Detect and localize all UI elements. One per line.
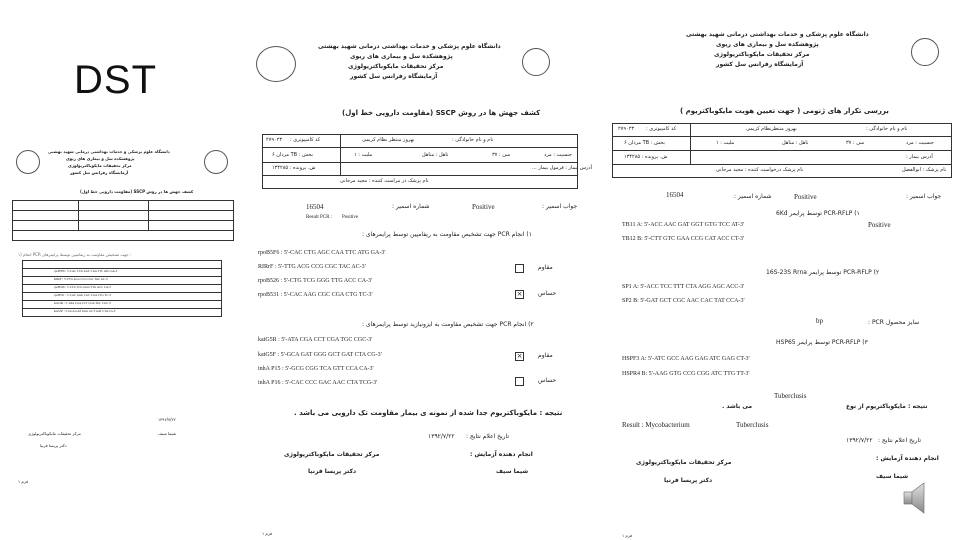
mid-check-resistant-1: مقاوم bbox=[538, 264, 553, 271]
mid-case: ش. پرونده : ۱۳۴۲۸۵ bbox=[272, 165, 316, 171]
mid-section-2: ۲) انجام PCR جهت تشخیص مقاومت به ایزونیازید توسط پرایمرهای : bbox=[362, 321, 534, 328]
slide-title: DST bbox=[74, 58, 157, 102]
right-answer-label: جواب اسمیر : bbox=[906, 193, 942, 200]
mid-primer-2-3: inhA P15 : 5'-GCG CGG TCA GTT CCA CA-3' bbox=[258, 366, 374, 372]
document-mid bbox=[242, 32, 593, 537]
right-header-3: مرکز تحقیقات مایکوباکتریولوژی bbox=[714, 51, 810, 58]
document-right bbox=[606, 8, 958, 538]
small-primer-3: rpoB526 : 5'-CTG TCG GGG TTG ACC CA-3' bbox=[54, 285, 112, 289]
mid-name-value: بهروز منتظر نظام کریمی bbox=[362, 137, 415, 143]
sensitive-checkbox-1[interactable]: × bbox=[516, 290, 523, 298]
small-footer-num: فرم ۱ bbox=[18, 479, 29, 484]
small-footer-sig: دکتر پریسا فرنیا bbox=[40, 443, 67, 448]
right-marital: تاهل : متاهل bbox=[782, 140, 809, 146]
right-header-4: آزمایشگاه رفرانس سل کشور bbox=[716, 61, 804, 68]
mid-primer-2-2: katG5F : 5'-GCA GAT GGG GCT GAT CTA CG-3' bbox=[258, 352, 382, 358]
small-header-1: دانشگاه علوم پزشکی و خدمات بهداشتی درمانی شهید بهشتی bbox=[48, 149, 170, 154]
right-performer-label: انجام دهنده آزمایش : bbox=[876, 455, 939, 462]
right-smear-value: 16504 bbox=[666, 191, 684, 199]
mid-primer-1-3: rpoB526 : 5'-CTG TCG GGG TTG ACC CA-3' bbox=[258, 278, 373, 284]
speaker-icon[interactable] bbox=[902, 478, 932, 518]
small-date: ۱۳۹۲/۷/۲۲ bbox=[158, 417, 176, 422]
mid-check-sensitive-2: حساس bbox=[538, 377, 557, 384]
mid-nation: ملیت : ۱ bbox=[354, 152, 373, 158]
mid-header-1: دانشگاه علوم پزشکی و خدمات بهداشتی درمانی شهید بهشتی bbox=[318, 43, 501, 50]
right-conclusion: نتیجه : مایکوباکتریوم از نوع bbox=[846, 403, 928, 410]
mid-code-value: ۲۷۹۰۲۳ bbox=[266, 137, 283, 143]
small-subtitle: کشف جهش ها در روش SSCP (مقاومت دارویی خط اول) bbox=[80, 189, 194, 194]
mid-header-4: آزمایشگاه رفرانس سل کشور bbox=[350, 73, 438, 80]
right-nation: ملیت : ۱ bbox=[716, 140, 735, 146]
right-performer-name: شیما سیف bbox=[876, 473, 909, 480]
small-header-2: پژوهشکده سل و بیماری های ریوی bbox=[66, 156, 135, 161]
mid-date-label: تاریخ اعلام نتایج : bbox=[466, 433, 510, 440]
mid-address: آدرس بیمار : فرمول بیمار ... bbox=[532, 165, 593, 171]
mid-date-value: ۱۳۹۲/۷/۲۲ bbox=[428, 433, 455, 440]
mid-signatory: دکتر پریسا فرنیا bbox=[308, 468, 357, 475]
right-doctor-note: نام پزشک درخواست کننده : مجید مرجانی bbox=[716, 167, 804, 173]
small-header-4: آزمایشگاه رفرانس سل کشور bbox=[70, 170, 129, 175]
right-date-label: تاریخ اعلام نتایج : bbox=[878, 437, 922, 444]
mid-header-3: مرکز تحقیقات مایکوباکتریولوژی bbox=[348, 63, 444, 70]
right-sex: جنسیت : مرد bbox=[906, 140, 935, 146]
right-address: آدرس بیمار : bbox=[906, 154, 933, 160]
mid-primer-1-2: RIRrF : 5'-TTG ACG CCG CGC TAC AC-3' bbox=[258, 264, 366, 270]
mid-smear-value: 16504 bbox=[306, 203, 324, 211]
mid-code-label: کد کامپیوتری : bbox=[290, 137, 321, 143]
mid-performer-label: انجام دهنده آزمایش : bbox=[470, 451, 533, 458]
small-primer-4: rpoB531 : 5'-CAC AAG CGC CGA CTG TC-3' bbox=[54, 293, 112, 297]
right-date-value: ۱۳۹۲/۷/۲۲ bbox=[846, 437, 873, 444]
right-pcr1-result: Positive bbox=[868, 221, 891, 229]
right-answer-value: Positive bbox=[794, 193, 817, 201]
right-name-value: بهروز منتظرنظام کریمی bbox=[746, 126, 797, 132]
mid-name-label: نام و نام خانوادگی : bbox=[452, 137, 494, 143]
mid-check-resistant-2: مقاوم bbox=[538, 352, 553, 359]
right-size-label: سایز محصول PCR : bbox=[868, 319, 920, 326]
right-pcr1-primer-1: TB11 A: 5'-ACC AAC GAT GGT GTG TCC AT-3' bbox=[622, 222, 745, 228]
mid-conclusion: نتیجه : مایکوباکتریوم جدا شده از نمونه ی بیمار مقاومت تک دارویی می باشد . bbox=[294, 409, 563, 417]
mid-answer-label: جواب اسمیر : bbox=[542, 203, 578, 210]
emblem-left bbox=[16, 150, 40, 174]
mid-check-sensitive-1: حساس bbox=[538, 290, 557, 297]
emblem-right bbox=[911, 38, 939, 66]
small-primer-1: rpoB5F6 : 5'-CAC CTG AGC CAA TTC ATG GA-3' bbox=[54, 269, 118, 273]
right-center: مرکز تحقیقات مایکوباکتریولوژی bbox=[636, 459, 732, 466]
right-pcr2-primer-2: SP2 B: 5'-GAT GCT CGC AAC CAC TAT CCA-3' bbox=[622, 298, 745, 304]
resistant-checkbox-2[interactable]: × bbox=[516, 352, 523, 360]
resistant-checkbox-1[interactable] bbox=[515, 264, 524, 273]
right-code-label: کد کامپیوتری : bbox=[646, 126, 677, 132]
mid-smear-label: شماره اسمیر : bbox=[392, 203, 430, 210]
right-result-value: Tuberclusis bbox=[736, 421, 769, 429]
small-footer-center: مرکز تحقیقات مایکوباکتریولوژی bbox=[28, 431, 81, 436]
mid-primer-1-4: rpoB531 : 5'-CAC AAG CGC CGA CTG TC-3' bbox=[258, 292, 373, 298]
small-header-3: مرکز تحقیقات مایکوباکتریولوژی bbox=[68, 163, 132, 168]
right-subtitle: بررسی تکرار های ژنومی ( جهت تعیین هویت مایکوباکتریوم ) bbox=[680, 107, 889, 115]
right-pcr3-label: ۳) PCR-RFLP توسط پرایمر HSP65 bbox=[776, 339, 868, 346]
right-result-label: Result : Mycobacterium bbox=[622, 421, 690, 429]
emblem-right bbox=[204, 150, 228, 174]
right-smear-label: شماره اسمیر : bbox=[734, 193, 772, 200]
mid-ward: بخش : TB مردان ۶ bbox=[272, 152, 313, 158]
right-header-2: پژوهشکده سل و بیماری های ریوی bbox=[716, 41, 819, 48]
mid-primer-2-4: inhA P16 : 5'-CAC CCC GAC AAC CTA TCG-3' bbox=[258, 380, 378, 386]
right-pcr2-label: ۲) PCR-RFLP توسط پرایمر 16S-23S Rrna bbox=[766, 269, 880, 276]
sensitive-checkbox-2[interactable] bbox=[515, 377, 524, 386]
small-footer-performer: شیما سیف bbox=[158, 431, 177, 436]
emblem-left bbox=[256, 46, 296, 82]
small-primer-6: katG5F : 5'-GCA GAT GGG GCT GAT CTA CG-3' bbox=[54, 309, 116, 313]
emblem-right bbox=[522, 48, 550, 76]
right-ward: بخش : TB مردان ۶ bbox=[624, 140, 665, 146]
right-pcr1-label: ۱) PCR-RFLP توسط پرایمر 6Kd bbox=[776, 210, 860, 217]
right-species-value: Tuberclusis bbox=[774, 392, 807, 400]
mid-primer-2-1: katG5R : 5'-ATA CGA CCT CGA TGC CGC-3' bbox=[258, 337, 373, 343]
right-pcr3-primer-1: HSPF3 A: 5'-ATC GCC AAG GAG ATC GAG CT-3' bbox=[622, 356, 750, 362]
mid-header-2: پژوهشکده سل و بیماری های ریوی bbox=[350, 53, 453, 60]
small-section: ۱) انجام PCR جهت تشخیص مقاومت به ریفامپین توسط پرایمرهای : bbox=[18, 252, 132, 257]
mid-primer-1-1: rpoB5F6 : 5'-CAC CTG AGC CAA TTC ATG GA-3' bbox=[258, 250, 386, 256]
mid-center: مرکز تحقیقات مایکوباکتریولوژی bbox=[284, 451, 380, 458]
right-size-value: bp bbox=[816, 317, 823, 325]
mid-footer-num: فرم ۱ bbox=[262, 531, 273, 536]
right-pcr1-primer-2: TB12 B: 5'-CTT GTC GAA CCG CAT ACC CT-3' bbox=[622, 236, 745, 242]
small-primer-5: katG5R : 5'-ATA CGA CCT CGA TGC CGC-3' bbox=[54, 301, 112, 305]
mid-section-1: ۱) انجام PCR جهت تشخیص مقاومت به ریفامپین توسط پرایمرهای : bbox=[362, 231, 532, 238]
mid-result-pcr: Result PCR : bbox=[306, 215, 333, 220]
right-pcr3-primer-2: HSPR4 B: 5'-AAG GTG CCG CGG ATC TTG TT-3' bbox=[622, 371, 750, 377]
right-age: سن : ۳۷ bbox=[846, 140, 865, 146]
right-case: ش. پرونده : ۱۳۴۲۸۵ bbox=[624, 154, 668, 160]
right-doctor: نام پزشک : ابوالفضل bbox=[902, 167, 947, 173]
right-signatory: دکتر پریسا فرنیا bbox=[664, 477, 713, 484]
mid-subtitle: کشف جهش ها در روش SSCP (مقاومت دارویی خط اول) bbox=[342, 109, 541, 117]
mid-age: سن : ۳۷ bbox=[492, 152, 511, 158]
right-name-label: نام و نام خانوادگی : bbox=[866, 126, 908, 132]
right-conclusion-end: می باشد . bbox=[722, 403, 753, 410]
mid-performer-name: شیما سیف bbox=[496, 468, 529, 475]
small-primer-2: RIRrF : 5'-TTG ACG CCG CGC TAC AC-3' bbox=[54, 277, 108, 281]
right-pcr2-primer-1: SP1 A: 5'-ACC TCC TTT CTA AGG AGC ACC-3' bbox=[622, 284, 745, 290]
right-footer-num: فرم ۱ bbox=[622, 533, 633, 538]
mid-marital: تاهل : متاهل bbox=[422, 152, 449, 158]
document-small bbox=[8, 140, 240, 520]
right-code-value: ۲۷۹۰۲۳ bbox=[618, 126, 635, 132]
mid-result-pcr-value: Positive bbox=[342, 215, 359, 220]
right-header-1: دانشگاه علوم پزشکی و خدمات بهداشتی درمانی شهید بهشتی bbox=[686, 31, 869, 38]
mid-sex: جنسیت : مرد bbox=[544, 152, 573, 158]
mid-answer-value: Positive bbox=[472, 203, 495, 211]
mid-doctor-note: نام پزشک در مراست کننده : مجید مرجانی bbox=[340, 178, 429, 184]
